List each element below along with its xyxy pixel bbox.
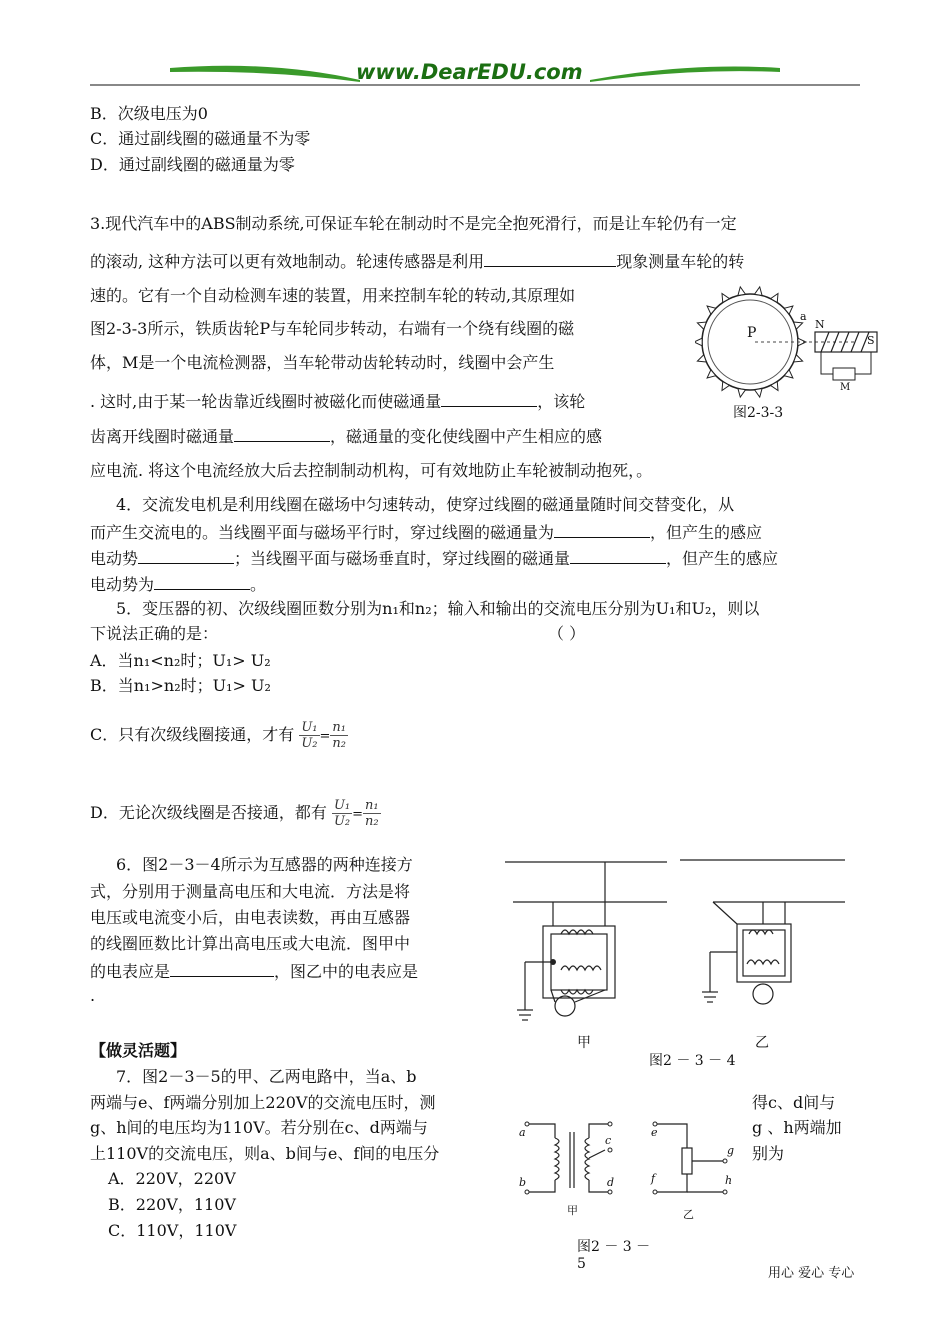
- fraction-denominator: n₂: [365, 814, 379, 829]
- q3-line6-tail: ，该轮: [537, 392, 586, 411]
- transformer-diagram: [505, 852, 850, 1052]
- q7-right-line3: 别为: [752, 1144, 785, 1163]
- q6-line6: .: [90, 986, 96, 1005]
- site-logo[interactable]: www.DearEDU.com: [356, 60, 583, 84]
- terminal-e: e: [651, 1126, 658, 1139]
- gear-tooth: [794, 322, 803, 329]
- gear-tooth: [738, 287, 746, 296]
- blank-field: [138, 547, 234, 564]
- q4-line2-text: 而产生交流电的。当线圈平面与磁场平行时，穿过线圈的磁通量为: [90, 523, 555, 542]
- gear-tooth: [707, 370, 716, 378]
- terminal-g: g: [727, 1144, 735, 1157]
- q5-option-c-text: C．只有次级线圈接通，才有: [90, 725, 295, 744]
- fraction-n1-n2: [330, 720, 348, 751]
- q3-line1: 3.现代汽车中的ABS制动系统,可保证车轮在制动时不是完全抱死滑行，而是让车轮仍有一定: [90, 214, 737, 233]
- fraction-denominator: U₂: [333, 814, 351, 829]
- q7-line3: g、h间的电压均为110V。若分别在c、d两端与: [90, 1118, 428, 1137]
- fraction-denominator: n₂: [332, 736, 347, 751]
- terminal-d: d: [607, 1176, 615, 1189]
- magnet-label-n: N: [815, 318, 825, 331]
- blank-field: [234, 425, 330, 442]
- gear-tooth: [755, 388, 763, 397]
- q6-line3: 电压或电流变小后，由电表读数，再由互感器: [90, 908, 411, 927]
- fig-label-jia: 甲: [567, 1204, 578, 1217]
- figure-2-3-4: [505, 852, 850, 1072]
- q6-line5: [90, 960, 418, 982]
- gear-sensor-diagram: [695, 282, 925, 427]
- figure-caption: 图2 － 3 －: [577, 1239, 651, 1255]
- fig-label-jia: 甲: [577, 1035, 591, 1051]
- terminal-f: f: [651, 1172, 656, 1185]
- q7-line1: 7．图2－3－5的甲、乙两电路中，当a、b: [116, 1067, 417, 1086]
- q3-line5: 体，M是一个电流检测器，当车轮带动齿轮转动时，线圈中会产生: [90, 353, 555, 372]
- fraction-u1-u2: [299, 720, 319, 751]
- terminal-a: a: [519, 1126, 526, 1139]
- footer-motto: 用心 爱心 专心: [768, 1266, 855, 1281]
- fraction-numerator: U₁: [301, 720, 318, 735]
- q4-line4-tail: 。: [250, 575, 267, 594]
- q5-option-a: A．当n₁<n₂时；U₁> U₂: [90, 651, 271, 670]
- q5-option-b: B．当n₁>n₂时；U₁> U₂: [90, 676, 271, 695]
- q3-line6-text: . 这时,由于某一轮齿靠近线圈时被磁化而使磁通量: [90, 392, 442, 411]
- fraction-numerator: n₁: [365, 798, 379, 813]
- fraction-numerator: n₁: [332, 720, 347, 735]
- option-b: B．次级电压为0: [90, 104, 208, 123]
- q7-line2: 两端与e、f两端分别加上220V的交流电压时，测: [90, 1093, 436, 1112]
- q7-option-c: C．110V，110V: [108, 1221, 237, 1240]
- q3-line2: [90, 250, 744, 272]
- q4-line3-mid: ；当线圈平面与磁场垂直时，穿过线圈的磁通量: [234, 549, 571, 568]
- q3-line6: [90, 390, 585, 412]
- magnet-label-s: S: [867, 334, 875, 347]
- gear-tooth: [771, 382, 778, 391]
- option-d: D．通过副线圈的磁通量为零: [90, 155, 295, 174]
- q3-line7-tail: ，磁通量的变化使线圈中产生相应的感: [330, 427, 603, 446]
- gear-tooth: [794, 355, 803, 362]
- figure-caption: 图2-3-3: [733, 405, 784, 421]
- q4-line3-text: 电动势: [90, 549, 139, 568]
- fraction-u1-u2: [332, 798, 352, 829]
- gear-tooth: [784, 370, 793, 378]
- option-c: C．通过副线圈的磁通量不为零: [90, 129, 311, 148]
- figure-caption: 图2 － 3 － 4: [649, 1053, 736, 1069]
- fig-label-yi: 乙: [683, 1208, 694, 1221]
- gear-tooth: [697, 322, 706, 329]
- figure-caption-number: 5: [577, 1256, 586, 1272]
- gear-tooth: [697, 355, 706, 362]
- fraction-numerator: U₁: [333, 798, 351, 813]
- q6-line5-text: 的电表应是: [90, 962, 171, 981]
- gear-tooth: [722, 382, 729, 391]
- q5-option-d: D．无论次级线圈是否接通，都有 $\frac{\text{U₁}}{\text{U₂}}$ = $\frac{\text{n₁}}{\text{n₂}}$: [90, 798, 379, 829]
- header-banner: [90, 58, 860, 90]
- gear-tooth: [707, 306, 716, 314]
- gear-tooth: [722, 294, 729, 303]
- gear-label-a: a: [800, 310, 807, 323]
- terminal-h: h: [725, 1174, 733, 1187]
- gear-tooth: [755, 287, 763, 296]
- q3-line2-tail: 现象测量车轮的转: [616, 252, 745, 271]
- q7-line4: 上110V的交流电压，则a、b间与e、f间的电压分: [90, 1144, 440, 1163]
- q3-line2-text: 的滚动, 这种方法可以更有效地制动。轮速传感器是利用: [90, 252, 485, 271]
- q4-line4: [90, 573, 266, 595]
- q5-line1: 5．变压器的初、次级线圈匝数分别为n₁和n₂；输入和输出的交流电压分别为U₁和U₂，则以: [116, 599, 760, 618]
- q6-line5-tail: ，图乙中的电表应是: [274, 962, 419, 981]
- figure-2-3-5: [515, 1110, 745, 1270]
- q5-line2: 下说法正确的是：: [90, 624, 219, 643]
- answer-bracket: （ ）: [548, 624, 586, 643]
- q4-line4-text: 电动势为: [90, 575, 155, 594]
- detector-label-m: M: [840, 382, 851, 393]
- q6-line4: 的线圈匝数比计算出高电压或大电流．图甲中: [90, 934, 411, 953]
- autotransformer-diagram: [515, 1110, 745, 1220]
- gear-tooth: [695, 338, 702, 346]
- q3-line3: 速的。它有一个自动检测车速的装置，用来控制车轮的转动,其原理如: [90, 286, 576, 305]
- fig-label-yi: 乙: [755, 1035, 769, 1051]
- q5-option-d-text: D．无论次级线圈是否接通，都有: [90, 803, 327, 822]
- blank-field: [170, 960, 274, 977]
- blank-field: [441, 390, 537, 407]
- q7-right-line2: g 、h两端加: [752, 1118, 842, 1137]
- q3-line7-text: 齿离开线圈时磁通量: [90, 427, 235, 446]
- gear-label-p: P: [747, 325, 757, 341]
- gear-tooth: [738, 388, 746, 397]
- q7-option-b: B．220V，110V: [108, 1195, 236, 1214]
- figure-2-3-3: [695, 282, 925, 427]
- fraction-n1-n2: [363, 798, 381, 829]
- q3-line8: 应电流. 将这个电流经放大后去控制制动机构，可有效地防止车轮被制动抱死，。: [90, 461, 653, 480]
- q5-option-c: C．只有次级线圈接通，才有 $\frac{\text{U₁}}{\text{U₂}}$ = $\frac{\text{n₁}}{\text{n₂}}$: [90, 720, 347, 751]
- gear-tooth: [771, 294, 778, 303]
- section-heading: 【做灵活题】: [90, 1041, 187, 1060]
- q4-line3-tail: ，但产生的感应: [666, 549, 779, 568]
- gear-tooth: [784, 306, 793, 314]
- blank-field: [554, 521, 650, 538]
- q3-line7: [90, 425, 602, 447]
- blank-field: [570, 547, 666, 564]
- terminal-c: c: [605, 1134, 612, 1147]
- q7-option-a: A．220V，220V: [108, 1169, 236, 1188]
- terminal-b: b: [519, 1176, 527, 1189]
- q4-line2-tail: ，但产生的感应: [650, 523, 763, 542]
- q4-line1: 4．交流发电机是利用线圈在磁场中匀速转动，使穿过线圈的磁通量随时间交替变化，从: [116, 495, 735, 514]
- q6-line2: 式，分别用于测量高电压和大电流．方法是将: [90, 882, 411, 901]
- fraction-denominator: U₂: [301, 736, 318, 751]
- q4-line2: [90, 521, 762, 543]
- q6-line1: 6．图2－3－4所示为互感器的两种连接方: [116, 855, 413, 874]
- q7-right-line1: 得c、d间与: [752, 1093, 836, 1112]
- blank-field: [154, 573, 250, 590]
- blank-field: [484, 250, 616, 267]
- q4-line3: [90, 547, 778, 569]
- q3-line4: 图2-3-3所示，铁质齿轮P与车轮同步转动，右端有一个绕有线圈的磁: [90, 319, 575, 338]
